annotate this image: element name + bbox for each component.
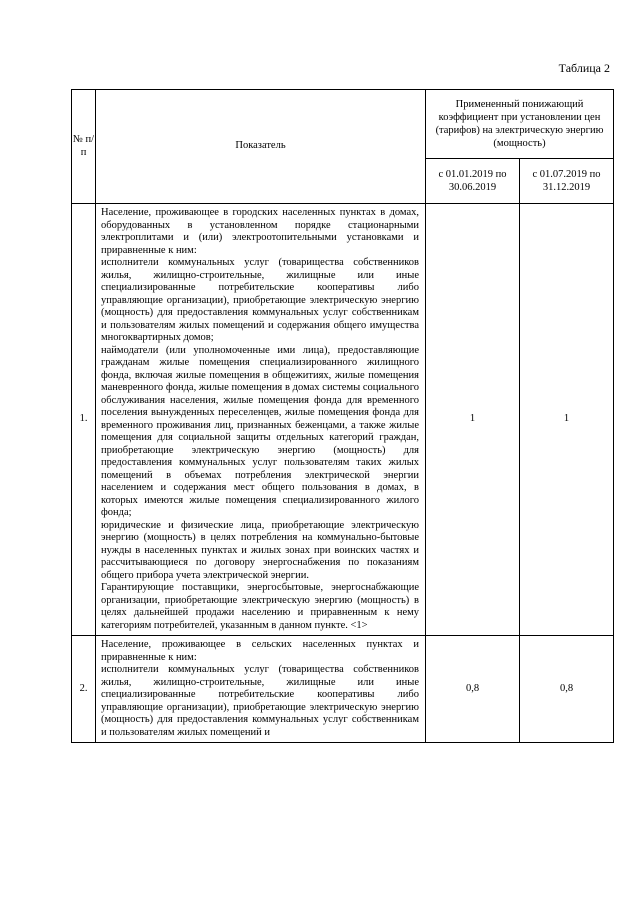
header-period-1: с 01.01.2019 по 30.06.2019 bbox=[426, 159, 520, 204]
paragraph: Гарантирующие поставщики, энергосбытовые, энергоснабжающие организации, приобретающие электрическую энергию (мощность) в целях дальнейшей продажи населению и приравненным к нему категориям потребителей, указанным в данном пункте. <1> bbox=[101, 582, 419, 631]
row-value-period-2: 0,8 bbox=[520, 636, 614, 743]
header-num: № п/п bbox=[72, 90, 96, 204]
coefficient-table bbox=[71, 89, 614, 743]
header-indicator: Показатель bbox=[96, 90, 426, 204]
row-indicator-text bbox=[96, 636, 426, 743]
paragraph: юридические и физические лица, приобретающие электрическую энергию (мощность) в целях потребления на коммунально-бытовые нужды в населенных пунктах и жилых зонах при воинских частях и рассчитывающиеся по договору энергоснабжения по показаниям общего прибора учета электрической энергии. bbox=[101, 519, 419, 581]
paragraph: Население, проживающее в сельских населенных пунктах и приравненные к ним: bbox=[101, 639, 419, 663]
paragraph: исполнители коммунальных услуг (товарищества собственников жилья, жилищно-строительные, жилищные или иные специализированные потребительские кооперативы либо управляющие организации), приобретающие электрическую энергию (мощность) для предоставления коммунальных услуг собственникам и пользователям жилых помещений и bbox=[101, 664, 419, 738]
row-value-period-2: 1 bbox=[520, 204, 614, 636]
row-value-period-1: 1 bbox=[426, 204, 520, 636]
header-period-2: с 01.07.2019 по 31.12.2019 bbox=[520, 159, 614, 204]
paragraph: исполнители коммунальных услуг (товарищества собственников жилья, жилищно-строительные, жилищные или иные специализированные потребительские кооперативы либо управляющие организации), приобретающие электрическую энергию (мощность) для предоставления коммунальных услуг собственникам и пользователям жилых помещений и содержания общего имущества многоквартирных домов; bbox=[101, 257, 419, 343]
header-coefficient: Примененный понижающий коэффициент при установлении цен (тарифов) на электрическую энергию (мощность) bbox=[426, 90, 614, 159]
table-row bbox=[72, 636, 614, 743]
table-row bbox=[72, 204, 614, 636]
row-number: 1. bbox=[72, 204, 96, 636]
row-value-period-1: 0,8 bbox=[426, 636, 520, 743]
row-indicator-text bbox=[96, 204, 426, 636]
table-caption: Таблица 2 bbox=[558, 61, 610, 75]
paragraph: Население, проживающее в городских населенных пунктах в домах, оборудованных в установленном порядке стационарными электроплитами и (или) электроотопительными установками и приравненные к ним: bbox=[101, 207, 419, 256]
paragraph: наймодатели (или уполномоченные ими лица), предоставляющие гражданам жилые помещения специализированного жилищного фонда, включая жилые помещения в общежитиях, жилые помещения маневренного фонда, жилые помещения в домах системы социального обслуживания населения, жилые помещения фонда для временного поселения вынужденных переселенцев, жилые помещения фонда для временного проживания лиц, признанных беженцами, а также жилые помещения для социальной защиты отдельных категорий граждан, приобретающие электрическую энергию (мощность) для предоставления коммунальных услуг пользователям таких жилых помещений в объемах потребления электрической энергии населением и содержания мест общего пользования в домах, в которых имеются жилые помещения специализированного жилого фонда; bbox=[101, 344, 419, 518]
header-row bbox=[72, 90, 614, 159]
row-number: 2. bbox=[72, 636, 96, 743]
